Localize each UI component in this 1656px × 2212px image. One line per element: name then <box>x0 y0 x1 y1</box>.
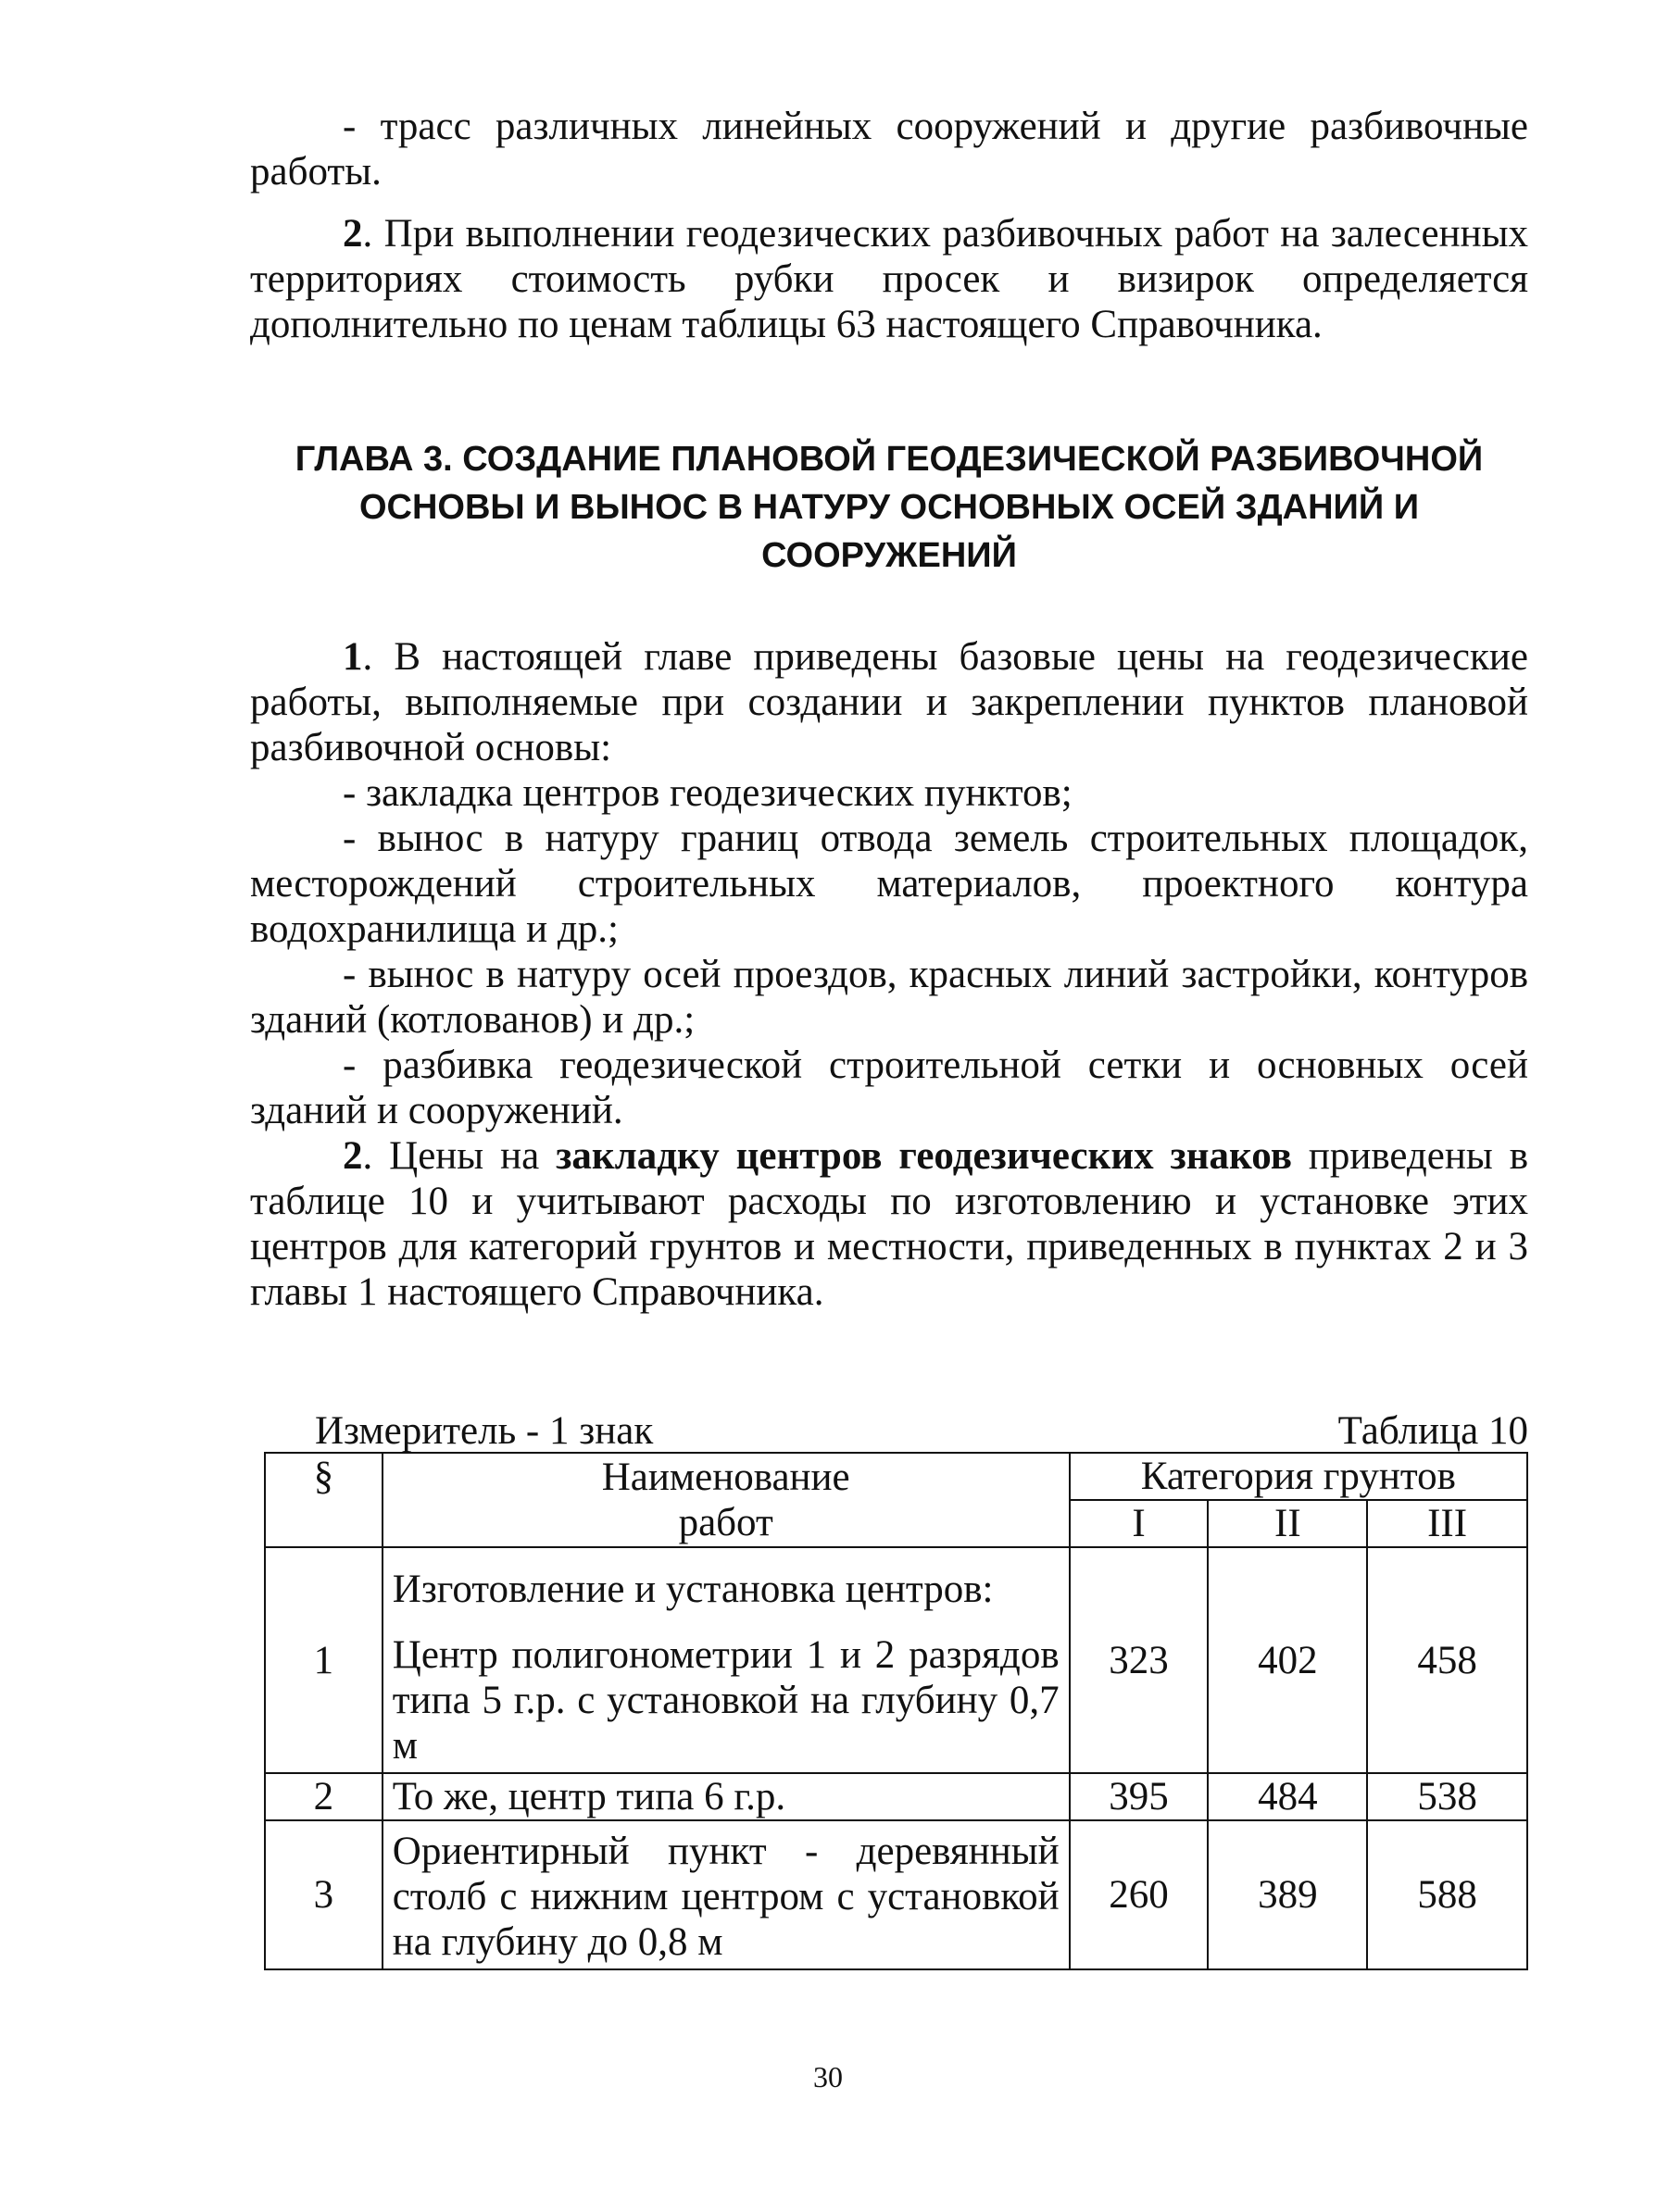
body-paragraph-2-pre: . Цены на <box>362 1134 557 1178</box>
table-row <box>265 1773 1527 1820</box>
header-name <box>383 1453 1070 1547</box>
row-value-cat-1: 323 <box>1070 1547 1209 1773</box>
header-category-3: III <box>1367 1500 1527 1547</box>
table-row <box>265 1547 1527 1773</box>
row-name-text: Центр полигонометрии 1 и 2 разрядов типа 5 г.р. с установкой на глубину 0,7 м <box>392 1633 1060 1768</box>
row-value-cat-2: 402 <box>1208 1547 1367 1773</box>
chapter-heading-line-2: ОСНОВЫ И ВЫНОС В НАТУРУ ОСНОВНЫХ ОСЕЙ ЗДАНИЙ И <box>358 488 1420 527</box>
list-item: - вынос в натуру осей проездов, красных линий застройки, контуров зданий (котлованов) и др.; <box>250 953 1528 1042</box>
intro-section <box>250 104 1528 347</box>
table-header-row <box>265 1453 1527 1500</box>
row-value-cat-1: 260 <box>1070 1820 1209 1969</box>
header-category: Категория грунтов <box>1070 1453 1527 1500</box>
intro-paragraph-1: - трасс различных линейных сооружений и другие разбивочные работы. <box>250 105 1528 194</box>
table-measure-label: Измеритель - 1 знак <box>315 1409 654 1453</box>
table-row <box>265 1820 1527 1969</box>
chapter-heading-line-3: СООРУЖЕНИЙ <box>761 536 1017 575</box>
header-category-2: II <box>1208 1500 1367 1547</box>
body-paragraph-1 <box>250 634 1528 770</box>
table-caption: Таблица 10 <box>1337 1409 1528 1453</box>
row-number: 2 <box>265 1773 383 1820</box>
body-paragraph-2-bold: закладку центров геодезических знаков <box>556 1134 1292 1178</box>
intro-paragraph-2 <box>250 211 1528 347</box>
chapter-heading <box>250 435 1528 580</box>
intro-paragraph-2-text: . При выполнении геодезических разбивочных работ на залесенных территориях стоимость рубки просек и визирок определяется дополнительно по ценам таблицы 63 настоящего Справочника. <box>250 212 1528 346</box>
list-item: - разбивка геодезической строительной сетки и основных осей зданий и сооружений. <box>250 1044 1528 1132</box>
chapter-heading-line-1: ГЛАВА 3. СОЗДАНИЕ ПЛАНОВОЙ ГЕОДЕЗИЧЕСКОЙ РАЗБИВОЧНОЙ <box>295 440 1484 479</box>
body-paragraph-2-post: приведены в таблице 10 и учитывают расходы по изготовлению и установке этих центров для категорий грунтов и местности, приведенных в пунктах 2 и 3 главы 1 настоящего Справочника. <box>250 1134 1529 1314</box>
body-paragraph-2-number: 2 <box>343 1134 363 1178</box>
list-item: - вынос в натуру границ отвода земель строительных площадок, месторождений строительных материалов, проектного контура водохранилища и др.; <box>250 817 1528 951</box>
header-section-sign: § <box>265 1453 383 1547</box>
list-item: - закладка центров геодезических пунктов; <box>343 771 1073 815</box>
row-value-cat-3: 588 <box>1367 1820 1527 1969</box>
row-value-cat-2: 484 <box>1208 1773 1367 1820</box>
row-subheading: Изготовление и установка центров: <box>392 1568 994 1611</box>
body-paragraph-1-number: 1 <box>343 635 363 679</box>
chapter-body <box>250 634 1528 1315</box>
page-number: 30 <box>813 2060 843 2093</box>
body-paragraph-1-text: . В настоящей главе приведены базовые цены на геодезические работы, выполняемые при создании и закреплении пунктов плановой разбивочной основы: <box>250 635 1528 769</box>
header-name-line-1: Наименование <box>601 1456 850 1499</box>
row-value-cat-3: 538 <box>1367 1773 1527 1820</box>
row-number: 1 <box>265 1547 383 1773</box>
row-value-cat-2: 389 <box>1208 1820 1367 1969</box>
intro-paragraph-2-number: 2 <box>343 212 363 256</box>
row-name-text: То же, центр типа 6 г.р. <box>383 1773 1070 1820</box>
body-paragraph-2 <box>250 1133 1528 1315</box>
row-name-text: Ориентирный пункт - деревянный столб с нижним центром с установкой на глубину до 0,8 м <box>383 1820 1070 1969</box>
row-value-cat-3: 458 <box>1367 1547 1527 1773</box>
row-number: 3 <box>265 1820 383 1969</box>
header-name-line-2: работ <box>678 1501 773 1544</box>
price-table <box>264 1452 1528 1970</box>
row-value-cat-1: 395 <box>1070 1773 1209 1820</box>
row-name <box>383 1547 1070 1773</box>
header-category-1: I <box>1070 1500 1209 1547</box>
